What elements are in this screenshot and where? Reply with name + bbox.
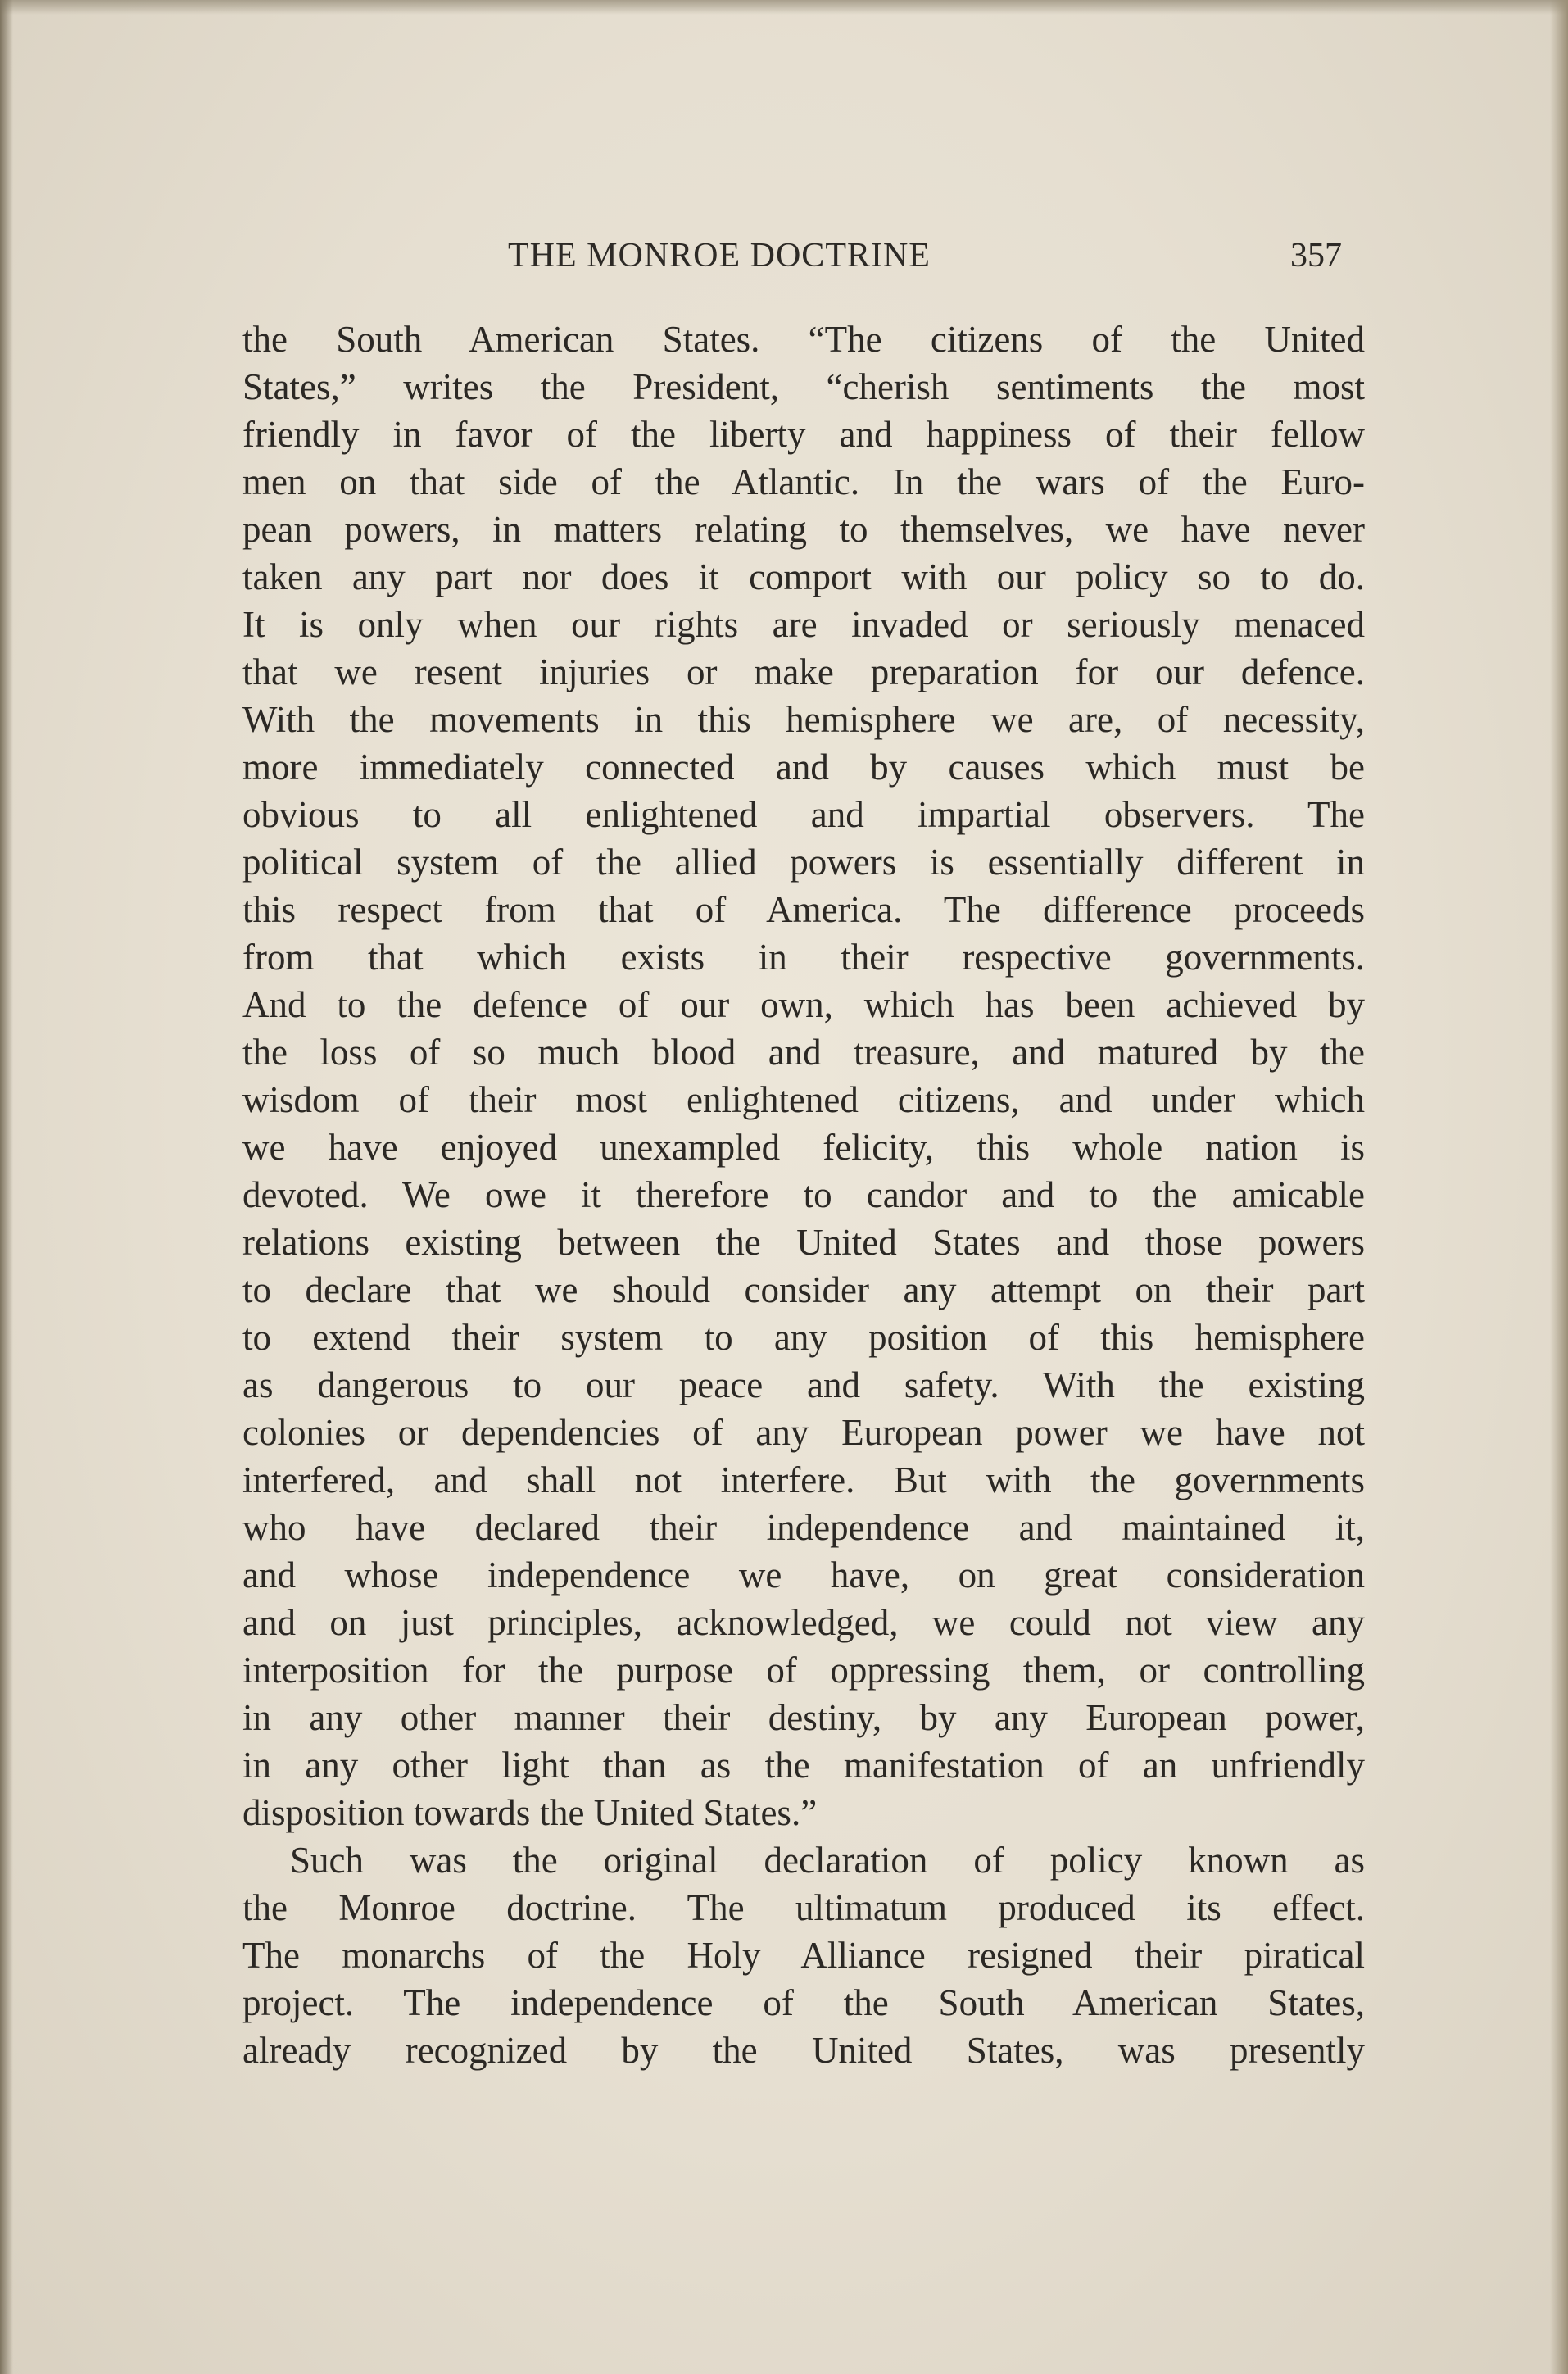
- text-line: men on that side of the Atlantic. In the wars of the Euro-: [242, 461, 1365, 502]
- text-line: interposition for the purpose of oppressing them, or controlling: [242, 1650, 1365, 1691]
- text-line: to declare that we should consider any attempt on their part: [242, 1269, 1365, 1310]
- page-number: 357: [1290, 237, 1342, 275]
- text-line: Such was the original declaration of policy known as: [290, 1840, 1365, 1881]
- text-line: disposition towards the United States.”: [242, 1792, 818, 1833]
- text-line: in any other light than as the manifestation of an unfriendly: [242, 1745, 1365, 1786]
- text-line: wisdom of their most enlightened citizens, and under which: [242, 1079, 1365, 1120]
- text-line: The monarchs of the Holy Alliance resigned their piratical: [242, 1935, 1365, 1976]
- text-line: the South American States. “The citizens of the United: [242, 319, 1365, 360]
- text-line: and whose independence we have, on great consideration: [242, 1555, 1365, 1596]
- text-line: And to the defence of our own, which has been achieved by: [242, 984, 1365, 1025]
- text-line: we have enjoyed unexampled felicity, this whole nation is: [242, 1127, 1365, 1168]
- page-edge-shadow: [1550, 0, 1568, 2374]
- page-gutter-shadow: [0, 0, 13, 2374]
- text-line: as dangerous to our peace and safety. With the existing: [242, 1364, 1365, 1405]
- text-line: pean powers, in matters relating to themselves, we have never: [242, 509, 1365, 550]
- text-line: who have declared their independence and maintained it,: [242, 1507, 1365, 1548]
- text-line: colonies or dependencies of any European power we have not: [242, 1412, 1365, 1453]
- text-line: relations existing between the United States and those powers: [242, 1222, 1365, 1263]
- text-line: to extend their system to any position of this hemisphere: [242, 1317, 1365, 1358]
- page-top-shadow: [0, 0, 1568, 15]
- text-line: already recognized by the United States, was presently: [242, 2030, 1365, 2071]
- text-line: this respect from that of America. The difference proceeds: [242, 889, 1365, 930]
- text-line: that we resent injuries or make preparation for our defence.: [242, 651, 1365, 692]
- text-line: taken any part nor does it comport with our policy so to do.: [242, 556, 1365, 597]
- text-line: more immediately connected and by causes which must be: [242, 747, 1365, 788]
- text-line: and on just principles, acknowledged, we could not view any: [242, 1602, 1365, 1643]
- text-line: devoted. We owe it therefore to candor and to the amicable: [242, 1174, 1365, 1215]
- text-line: political system of the allied powers is essentially different in: [242, 842, 1365, 883]
- text-line: States,” writes the President, “cherish sentiments the most: [242, 366, 1365, 407]
- text-line: project. The independence of the South American States,: [242, 1982, 1365, 2023]
- text-line: the Monroe doctrine. The ultimatum produced its effect.: [242, 1887, 1365, 1928]
- text-line: friendly in favor of the liberty and happiness of their fellow: [242, 414, 1365, 455]
- text-line: obvious to all enlightened and impartial observers. The: [242, 794, 1365, 835]
- running-head: THE MONROE DOCTRINE: [508, 237, 931, 275]
- text-line: in any other manner their destiny, by any European power,: [242, 1697, 1365, 1738]
- text-line: It is only when our rights are invaded or seriously menaced: [242, 604, 1365, 645]
- text-line: from that which exists in their respective governments.: [242, 937, 1365, 978]
- text-line: With the movements in this hemisphere we are, of necessity,: [242, 699, 1365, 740]
- text-line: interfered, and shall not interfere. But with the governments: [242, 1459, 1365, 1500]
- text-line: the loss of so much blood and treasure, and matured by the: [242, 1032, 1365, 1073]
- body-text: [242, 315, 1365, 2074]
